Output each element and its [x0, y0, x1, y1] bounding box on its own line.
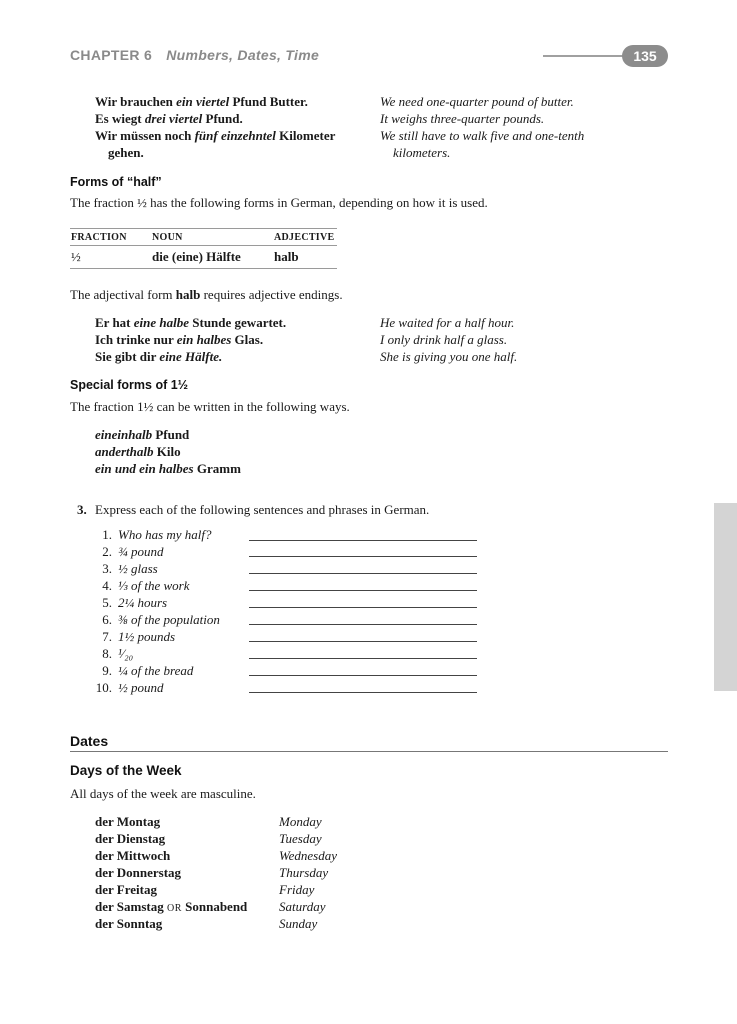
answer-blank[interactable] [249, 624, 477, 625]
exercise-item-prompt: ⅜ of the population [118, 612, 220, 627]
exercise-instruction: Express each of the following sentences and phrases in German. [95, 502, 430, 517]
answer-blank[interactable] [249, 607, 477, 608]
answer-blank[interactable] [249, 658, 477, 659]
day-de: der Freitag [95, 882, 157, 897]
exercise-number: 3. [77, 502, 87, 517]
exercise-item-number: 2. [102, 544, 112, 559]
exercise-item-number: 8. [102, 646, 112, 661]
answer-blank[interactable] [249, 540, 477, 541]
dates-rule [70, 751, 668, 752]
exercise-item-number: 3. [102, 561, 112, 576]
example-en: It weighs three-quarter pounds. [380, 111, 545, 126]
one-half-form: ein und ein halbes Gramm [95, 461, 241, 476]
day-en: Wednesday [279, 848, 338, 863]
running-header [70, 47, 319, 63]
day-en: Saturday [279, 899, 326, 914]
table-header-rule [70, 245, 337, 246]
day-en: Monday [279, 814, 322, 829]
exercise-item-prompt: ¾ pound [118, 544, 164, 559]
example-de: Wir müssen noch fünf einzehntel Kilometer [95, 128, 336, 143]
exercise-item-number: 6. [102, 612, 112, 627]
chapter-title: Numbers, Dates, Time [166, 47, 320, 63]
exercise-item-prompt: ½ pound [118, 680, 164, 695]
one-half-form: anderthalb Kilo [95, 444, 181, 459]
table-cell-noun: die (eine) Hälfte [152, 249, 241, 264]
day-de: der Donnerstag [95, 865, 182, 880]
day-en: Friday [279, 882, 315, 897]
days-intro: All days of the week are masculine. [70, 786, 256, 801]
exercise-item-number: 10. [95, 680, 112, 695]
answer-blank[interactable] [249, 573, 477, 574]
exercise-item-prompt: ¼ of the bread [118, 663, 194, 678]
one-half-intro: The fraction 1½ can be written in the following ways. [70, 399, 350, 414]
example-en: We still have to walk five and one-tenth [380, 128, 585, 143]
header-rule [543, 55, 633, 57]
chapter-label: CHAPTER 6 [70, 47, 153, 63]
table-bottom-rule [70, 268, 337, 269]
exercise-item-prompt: ⅓ of the work [118, 578, 190, 593]
example-en: He waited for a half hour. [380, 315, 515, 330]
example-en: She is giving you one half. [380, 349, 518, 364]
table-header-fraction: FRACTION [71, 232, 127, 243]
example-en: We need one-quarter pound of butter. [380, 94, 574, 109]
answer-blank[interactable] [249, 556, 477, 557]
half-intro: The fraction ½ has the following forms in German, depending on how it is used. [70, 195, 488, 210]
example-en: I only drink half a glass. [380, 332, 508, 347]
example-en: kilometers. [393, 145, 451, 160]
exercise-item-prompt: ¹⁄₂₀ [118, 646, 134, 661]
exercise-item-number: 5. [102, 595, 112, 610]
day-de: der Mittwoch [95, 848, 171, 863]
answer-blank[interactable] [249, 641, 477, 642]
example-de: Es wiegt drei viertel Pfund. [95, 111, 243, 126]
day-en: Tuesday [279, 831, 322, 846]
days-heading: Days of the Week [70, 763, 182, 778]
day-en: Sunday [279, 916, 318, 931]
adjective-note: The adjectival form halb requires adjective endings. [70, 287, 343, 302]
section-heading-half: Forms of “half” [70, 175, 162, 189]
day-de: der Montag [95, 814, 161, 829]
answer-blank[interactable] [249, 675, 477, 676]
table-top-rule [70, 228, 337, 229]
day-de: der Samstag OR Sonnabend [95, 899, 248, 914]
table-header-adjective: ADJECTIVE [274, 232, 335, 243]
section-heading-dates: Dates [70, 733, 109, 749]
exercise-item-number: 7. [102, 629, 112, 644]
exercise-item-number: 1. [102, 527, 112, 542]
exercise-item-number: 4. [102, 578, 112, 593]
answer-blank[interactable] [249, 590, 477, 591]
section-heading-one-half: Special forms of 1½ [70, 378, 189, 392]
exercise-item-prompt: Who has my half? [118, 527, 212, 542]
day-en: Thursday [279, 865, 329, 880]
table-header-noun: NOUN [152, 232, 183, 243]
exercise-item-prompt: 2¼ hours [118, 595, 168, 610]
table-cell-fraction: ½ [71, 249, 81, 264]
day-de: der Sonntag [95, 916, 163, 931]
exercise-item-prompt: 1½ pounds [118, 629, 176, 644]
example-de: Er hat eine halbe Stunde gewartet. [95, 315, 287, 330]
answer-blank[interactable] [249, 692, 477, 693]
example-de: Ich trinke nur ein halbes Glas. [95, 332, 264, 347]
example-de: gehen. [108, 145, 144, 160]
exercise-item-prompt: ½ glass [118, 561, 158, 576]
example-de: Sie gibt dir eine Hälfte. [95, 349, 223, 364]
exercise-item-number: 9. [102, 663, 112, 678]
day-de: der Dienstag [95, 831, 166, 846]
table-cell-adjective: halb [274, 249, 299, 264]
one-half-form: eineinhalb Pfund [95, 427, 190, 442]
page-number: 135 [622, 45, 668, 67]
example-de: Wir brauchen ein viertel Pfund Butter. [95, 94, 308, 109]
side-thumb-tab [714, 503, 737, 691]
